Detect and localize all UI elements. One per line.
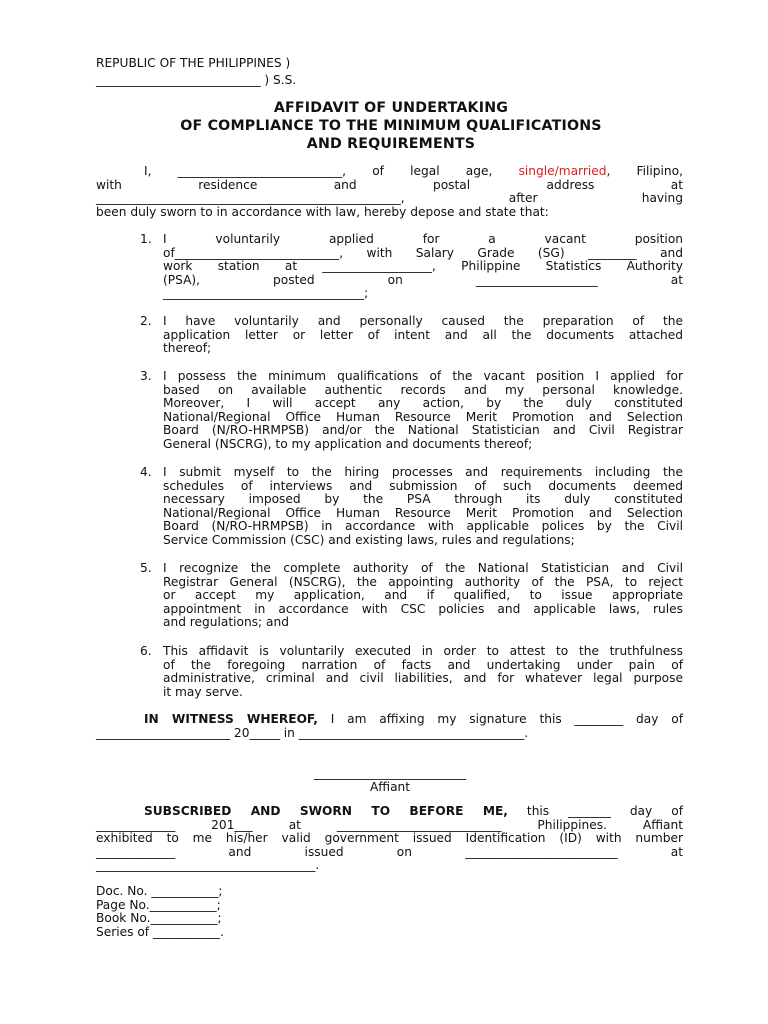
witness-line-2: ______________________ 20_____ in _____________________________________. xyxy=(96,725,529,740)
intro-line-1: I, ___________________________, of legal age, single/married, Filipino, xyxy=(144,164,683,178)
intro-line-4: been duly sworn to in accordance with law, hereby depose and state that: xyxy=(96,204,549,219)
item-number: 1. xyxy=(140,232,152,246)
book-no: Book No.___________; xyxy=(96,911,222,926)
list-item: 2. I have voluntarily and personally caused the preparation of the application letter or letter of intent and all the documents attached thereof; xyxy=(140,314,683,356)
notarial-register xyxy=(96,885,224,939)
item-number: 6. xyxy=(140,644,152,658)
jurat-line-2: _____________ 201___ at ___________________________ Philippines. Affiant xyxy=(96,817,683,832)
page-no: Page No.___________; xyxy=(96,897,221,912)
witness-lead: IN WITNESS WHEREOF, xyxy=(144,712,318,726)
list-item: 3. I possess the minimum qualifications of the vacant position I applied for based on available authentic records and my personal knowledge. Moreover, I will accept any action, by the duly constituted National/Regional Office Human Resource Merit Promotion and Selection Board (N/RO-HRMPSB) and/or the National Statistician and Civil Registrar General (NSCRG), to my application and documents thereof; xyxy=(140,369,683,451)
jurat-line-4: _____________ and issued on _________________________ at xyxy=(96,844,683,859)
item-number: 4. xyxy=(140,465,152,479)
intro-line-2: with residence and postal address at xyxy=(96,177,683,192)
list-item: 4. I submit myself to the hiring processes and requirements including the schedules of interviews and submission of such documents deemed necessary imposed by the PSA through its duly constituted National/Regional Office Human Resource Merit Promotion and Selection Board (N/RO-HRMPSB) in accordance with applicable polices by the Civil Service Commission (CSC) and existing laws, rules and regulations; xyxy=(140,465,683,547)
list-item: 6. This affidavit is voluntarily executed in order to attest to the truthfulness of the foregoing narration of facts and undertaking under pain of administrative, criminal and civil liabilities, and for whatever legal purpose it may serve. xyxy=(140,644,683,699)
title-line-1: AFFIDAVIT OF UNDERTAKING xyxy=(273,100,509,116)
intro-paragraph xyxy=(96,165,683,219)
witness-line-1: IN WITNESS WHEREOF, I am affixing my signature this ________ day of xyxy=(144,712,683,726)
affiant-label: Affiant xyxy=(369,779,411,794)
jurat-lead: SUBSCRIBED AND SWORN TO BEFORE ME, xyxy=(144,804,508,818)
jurat-paragraph xyxy=(96,805,683,873)
civil-status-text: single/married xyxy=(518,164,607,178)
jurat-line-5: ____________________________________. xyxy=(96,858,320,873)
list-item: 1. I voluntarily applied for a vacant position of___________________________, with Salary Grade (SG) ________ and work station at __________________, Philippine Statistics Authority (PSA), posted on ____________________ at _________________________________; xyxy=(140,232,683,301)
venue-republic: REPUBLIC OF THE PHILIPPINES ) xyxy=(96,56,291,70)
list-item: 5. I recognize the complete authority of the National Statistician and Civil Registrar General (NSCRG), the appointing authority of the PSA, to reject or accept my application, and if qualified, to issue appropriate appointment in accordance with CSC policies and applicable laws, rules and regulations; and xyxy=(140,561,683,630)
document-title xyxy=(96,99,686,153)
affiant-signature-line: _________________________ xyxy=(313,766,467,780)
venue-city: ___________________________ ) S.S. xyxy=(96,73,297,87)
venue-block xyxy=(96,57,396,91)
witness-paragraph xyxy=(96,713,683,740)
title-line-3: AND REQUIREMENTS xyxy=(306,136,476,152)
jurat-line-1: SUBSCRIBED AND SWORN TO BEFORE ME, this _______ day of xyxy=(144,804,683,818)
jurat-line-3: exhibited to me his/her valid government issued Identification (ID) with number xyxy=(96,831,683,846)
doc-no: Doc. No. ___________; xyxy=(96,884,223,898)
affiant-signature-block xyxy=(280,767,500,794)
item-number: 2. xyxy=(140,314,152,328)
title-line-2: OF COMPLIANCE TO THE MINIMUM QUALIFICATIONS xyxy=(180,118,602,134)
item-number: 3. xyxy=(140,369,152,383)
intro-line-3: __________________________________________________, after having xyxy=(96,191,683,206)
series-of: Series of ___________. xyxy=(96,924,224,939)
item-number: 5. xyxy=(140,561,152,575)
